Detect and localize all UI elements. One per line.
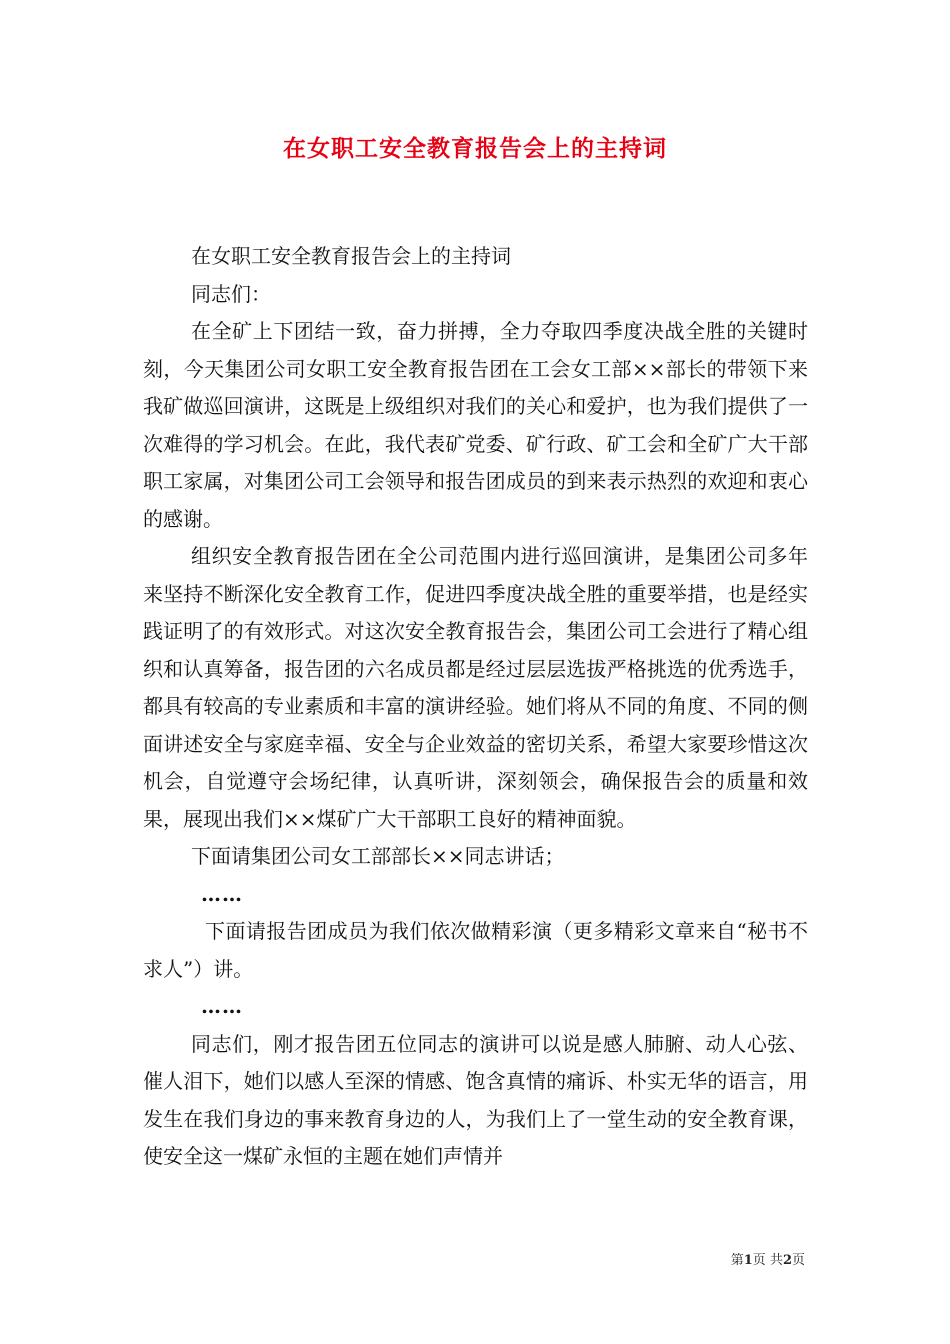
page-number-footer: [731, 1249, 805, 1268]
body-paragraph-1: 在全矿上下团结一致，奋力拼搏，全力夺取四季度决战全胜的关键时刻，今天集团公司女职工安全教育报告团在工会女工部××部长的带领下来我矿做巡回演讲，这既是上级组织对我们的关心和爱护，也为我们提供了一次难得的学习机会。在此，我代表矿党委、矿行政、矿工会和全矿广大干部职工家属，对集团公司工会领导和报告团成员的到来表示热烈的欢迎和衷心的感谢。: [143, 319, 808, 531]
footer-middle: 页 共: [752, 1253, 783, 1268]
footer-suffix: 页: [791, 1253, 805, 1268]
body-paragraph-4: 下面请报告团成员为我们依次做精彩演（更多精彩文章来自“秘书不求人”）讲。: [143, 919, 808, 981]
document-body: [143, 238, 808, 1176]
body-paragraph-2: 组织安全教育报告团在全公司范围内进行巡回演讲，是集团公司多年来坚持不断深化安全教育工作，促进四季度决战全胜的重要举措，也是经实践证明了的有效形式。对这次安全教育报告会，集团公司工会进行了精心组织和认真筹备，报告团的六名成员都是经过层层选拔严格挑选的优秀选手，都具有较高的专业素质和丰富的演讲经验。她们将从不同的角度、不同的侧面讲述安全与家庭幸福、安全与企业效益的密切关系，希望大家要珍惜这次机会，自觉遵守会场纪律，认真听讲，深刻领会，确保报告会的质量和效果，展现出我们××煤矿广大干部职工良好的精神面貌。: [143, 544, 808, 831]
document-title: 在女职工安全教育报告会上的主持词: [283, 135, 667, 162]
salutation-paragraph: 同志们：: [191, 281, 271, 306]
body-paragraph-5: 同志们，刚才报告团五位同志的演讲可以说是感人肺腑、动人心弦、催人泪下，她们以感人至深的情感、饱含真情的痛诉、朴实无华的语言，用发生在我们身边的事来教育身边的人，为我们上了一堂生动的安全教育课，使安全这一煤矿永恒的主题在她们声情并: [143, 1031, 808, 1168]
ellipsis-paragraph-1: ……: [201, 881, 243, 906]
footer-total-pages: 2: [782, 1253, 792, 1268]
ellipsis-paragraph-2: ……: [201, 994, 243, 1018]
subtitle-paragraph: 在女职工安全教育报告会上的主持词: [191, 244, 511, 268]
body-paragraph-3: 下面请集团公司女工部部长××同志讲话；: [191, 844, 565, 868]
footer-prefix: 第: [730, 1253, 744, 1268]
footer-current-page: 1: [743, 1253, 753, 1268]
